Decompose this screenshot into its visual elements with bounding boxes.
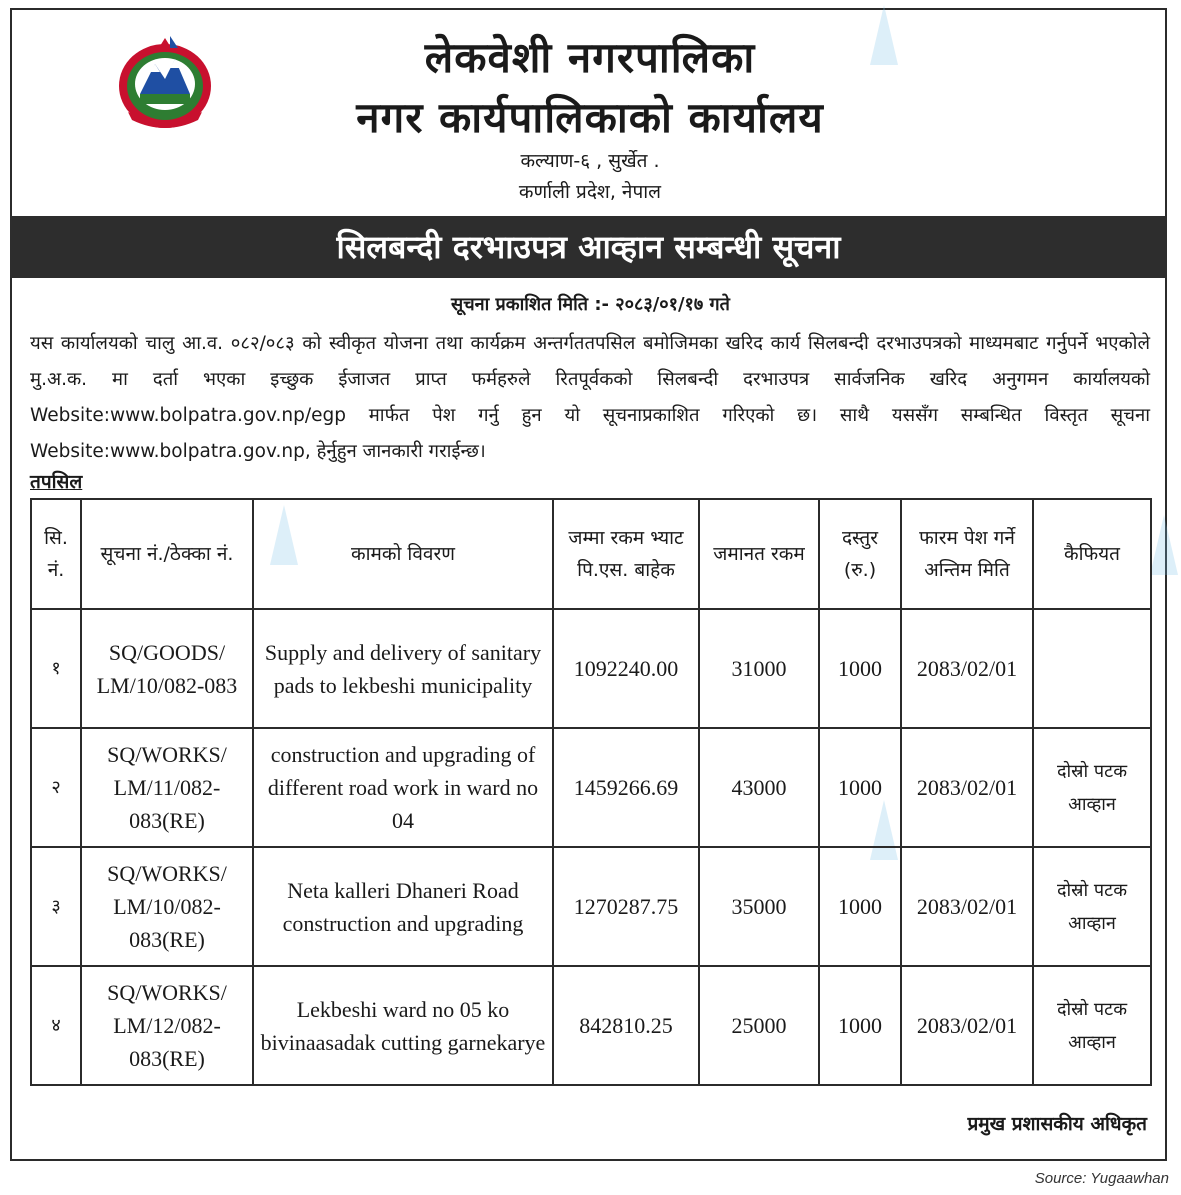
cell-deadline: 2083/02/01 <box>901 728 1033 847</box>
cell-amount: 1092240.00 <box>553 609 699 728</box>
cell-remarks: दोस्रो पटक आव्हान <box>1033 966 1151 1085</box>
office-name: नगर कार्यपालिकाको कार्यालय <box>356 93 824 142</box>
header-amount: जम्मा रकम भ्याट पि.एस. बाहेक <box>553 499 699 609</box>
cell-remarks <box>1033 609 1151 728</box>
notice-paragraph: यस कार्यालयको चालु आ.व. ०८२/०८३ को स्वीकृत योजना तथा कार्यक्रम अन्तर्गततपसिल बमोजिमका खरिद कार्य सिलबन्दी दरभाउपत्रको माध्यमबाट गर्नुपर्ने भएकोले मु.अ.क. मा दर्ता भएका इच्छुक ईजाजत प्राप्त फर्महरुले रितपूर्वकको सिलबन्दी दरभाउपत्र सार्वजनिक खरिद अनुगमन कार्यालयको Website:www.bolpatra.gov.np/egp मार्फत पेश गर्नु हुन यो सूचनाप्रकाशित गरिएको छ। साथै यससँग सम्बन्धित विस्तृत सूचना Website:www.bolpatra.gov.np, हेर्नुहुन जानकारी गराईन्छ। <box>30 333 1150 462</box>
cell-remarks: दोस्रो पटक आव्हान <box>1033 728 1151 847</box>
cell-security: 31000 <box>699 609 819 728</box>
cell-security: 25000 <box>699 966 819 1085</box>
cell-fee: 1000 <box>819 966 901 1085</box>
table-header-row <box>31 499 1151 609</box>
cell-sn: ३ <box>31 847 81 966</box>
signatory-title: प्रमुख प्रशासकीय अधिकृत <box>967 1113 1147 1135</box>
table-row <box>31 847 1151 966</box>
cell-notice-no: SQ/WORKS/ LM/10/082- 083(RE) <box>81 847 253 966</box>
cell-remarks: दोस्रो पटक आव्हान <box>1033 847 1151 966</box>
municipality-name: लेकवेशी नगरपालिका <box>424 33 756 82</box>
header-description: कामको विवरण <box>253 499 553 609</box>
tender-table <box>30 498 1152 1086</box>
table-row <box>31 966 1151 1085</box>
cell-description: construction and upgrading of different road work in ward no 04 <box>253 728 553 847</box>
cell-description: Lekbeshi ward no 05 ko bivinaasadak cutting garnekarye <box>253 966 553 1085</box>
header-remarks: कैफियत <box>1033 499 1151 609</box>
cell-deadline: 2083/02/01 <box>901 847 1033 966</box>
cell-sn: २ <box>31 728 81 847</box>
cell-amount: 1459266.69 <box>553 728 699 847</box>
schedule-label: तपसिल <box>30 471 83 493</box>
header-sn: सि. नं. <box>31 499 81 609</box>
cell-description: Supply and delivery of sanitary pads to lekbeshi municipality <box>253 609 553 728</box>
office-address: कल्याण-६ , सुर्खेत . <box>520 150 660 172</box>
cell-deadline: 2083/02/01 <box>901 966 1033 1085</box>
cell-fee: 1000 <box>819 847 901 966</box>
cell-security: 43000 <box>699 728 819 847</box>
office-province: कर्णाली प्रदेश, नेपाल <box>518 181 662 203</box>
header-deadline: फारम पेश गर्ने अन्तिम मिति <box>901 499 1033 609</box>
nepal-government-emblem-icon <box>110 34 220 134</box>
cell-sn: ४ <box>31 966 81 1085</box>
cell-fee: 1000 <box>819 728 901 847</box>
table-row <box>31 609 1151 728</box>
header-fee: दस्तुर (रु.) <box>819 499 901 609</box>
cell-description: Neta kalleri Dhaneri Road construction and upgrading <box>253 847 553 966</box>
cell-fee: 1000 <box>819 609 901 728</box>
table-row <box>31 728 1151 847</box>
cell-notice-no: SQ/GOODS/ LM/10/082-083 <box>81 609 253 728</box>
header-security: जमानत रकम <box>699 499 819 609</box>
source-credit: Source: Yugaawhan <box>1034 1170 1169 1187</box>
published-date: सूचना प्रकाशित मिति :- २०८३/०१/१७ गते <box>451 294 730 315</box>
notice-title-banner: सिलबन्दी दरभाउपत्र आव्हान सम्बन्धी सूचना <box>10 216 1167 278</box>
cell-sn: १ <box>31 609 81 728</box>
cell-amount: 842810.25 <box>553 966 699 1085</box>
cell-notice-no: SQ/WORKS/ LM/11/082- 083(RE) <box>81 728 253 847</box>
cell-notice-no: SQ/WORKS/ LM/12/082- 083(RE) <box>81 966 253 1085</box>
cell-deadline: 2083/02/01 <box>901 609 1033 728</box>
watermark-arrow-icon <box>1150 515 1178 575</box>
header-notice-no: सूचना नं./ठेक्का नं. <box>81 499 253 609</box>
cell-security: 35000 <box>699 847 819 966</box>
cell-amount: 1270287.75 <box>553 847 699 966</box>
